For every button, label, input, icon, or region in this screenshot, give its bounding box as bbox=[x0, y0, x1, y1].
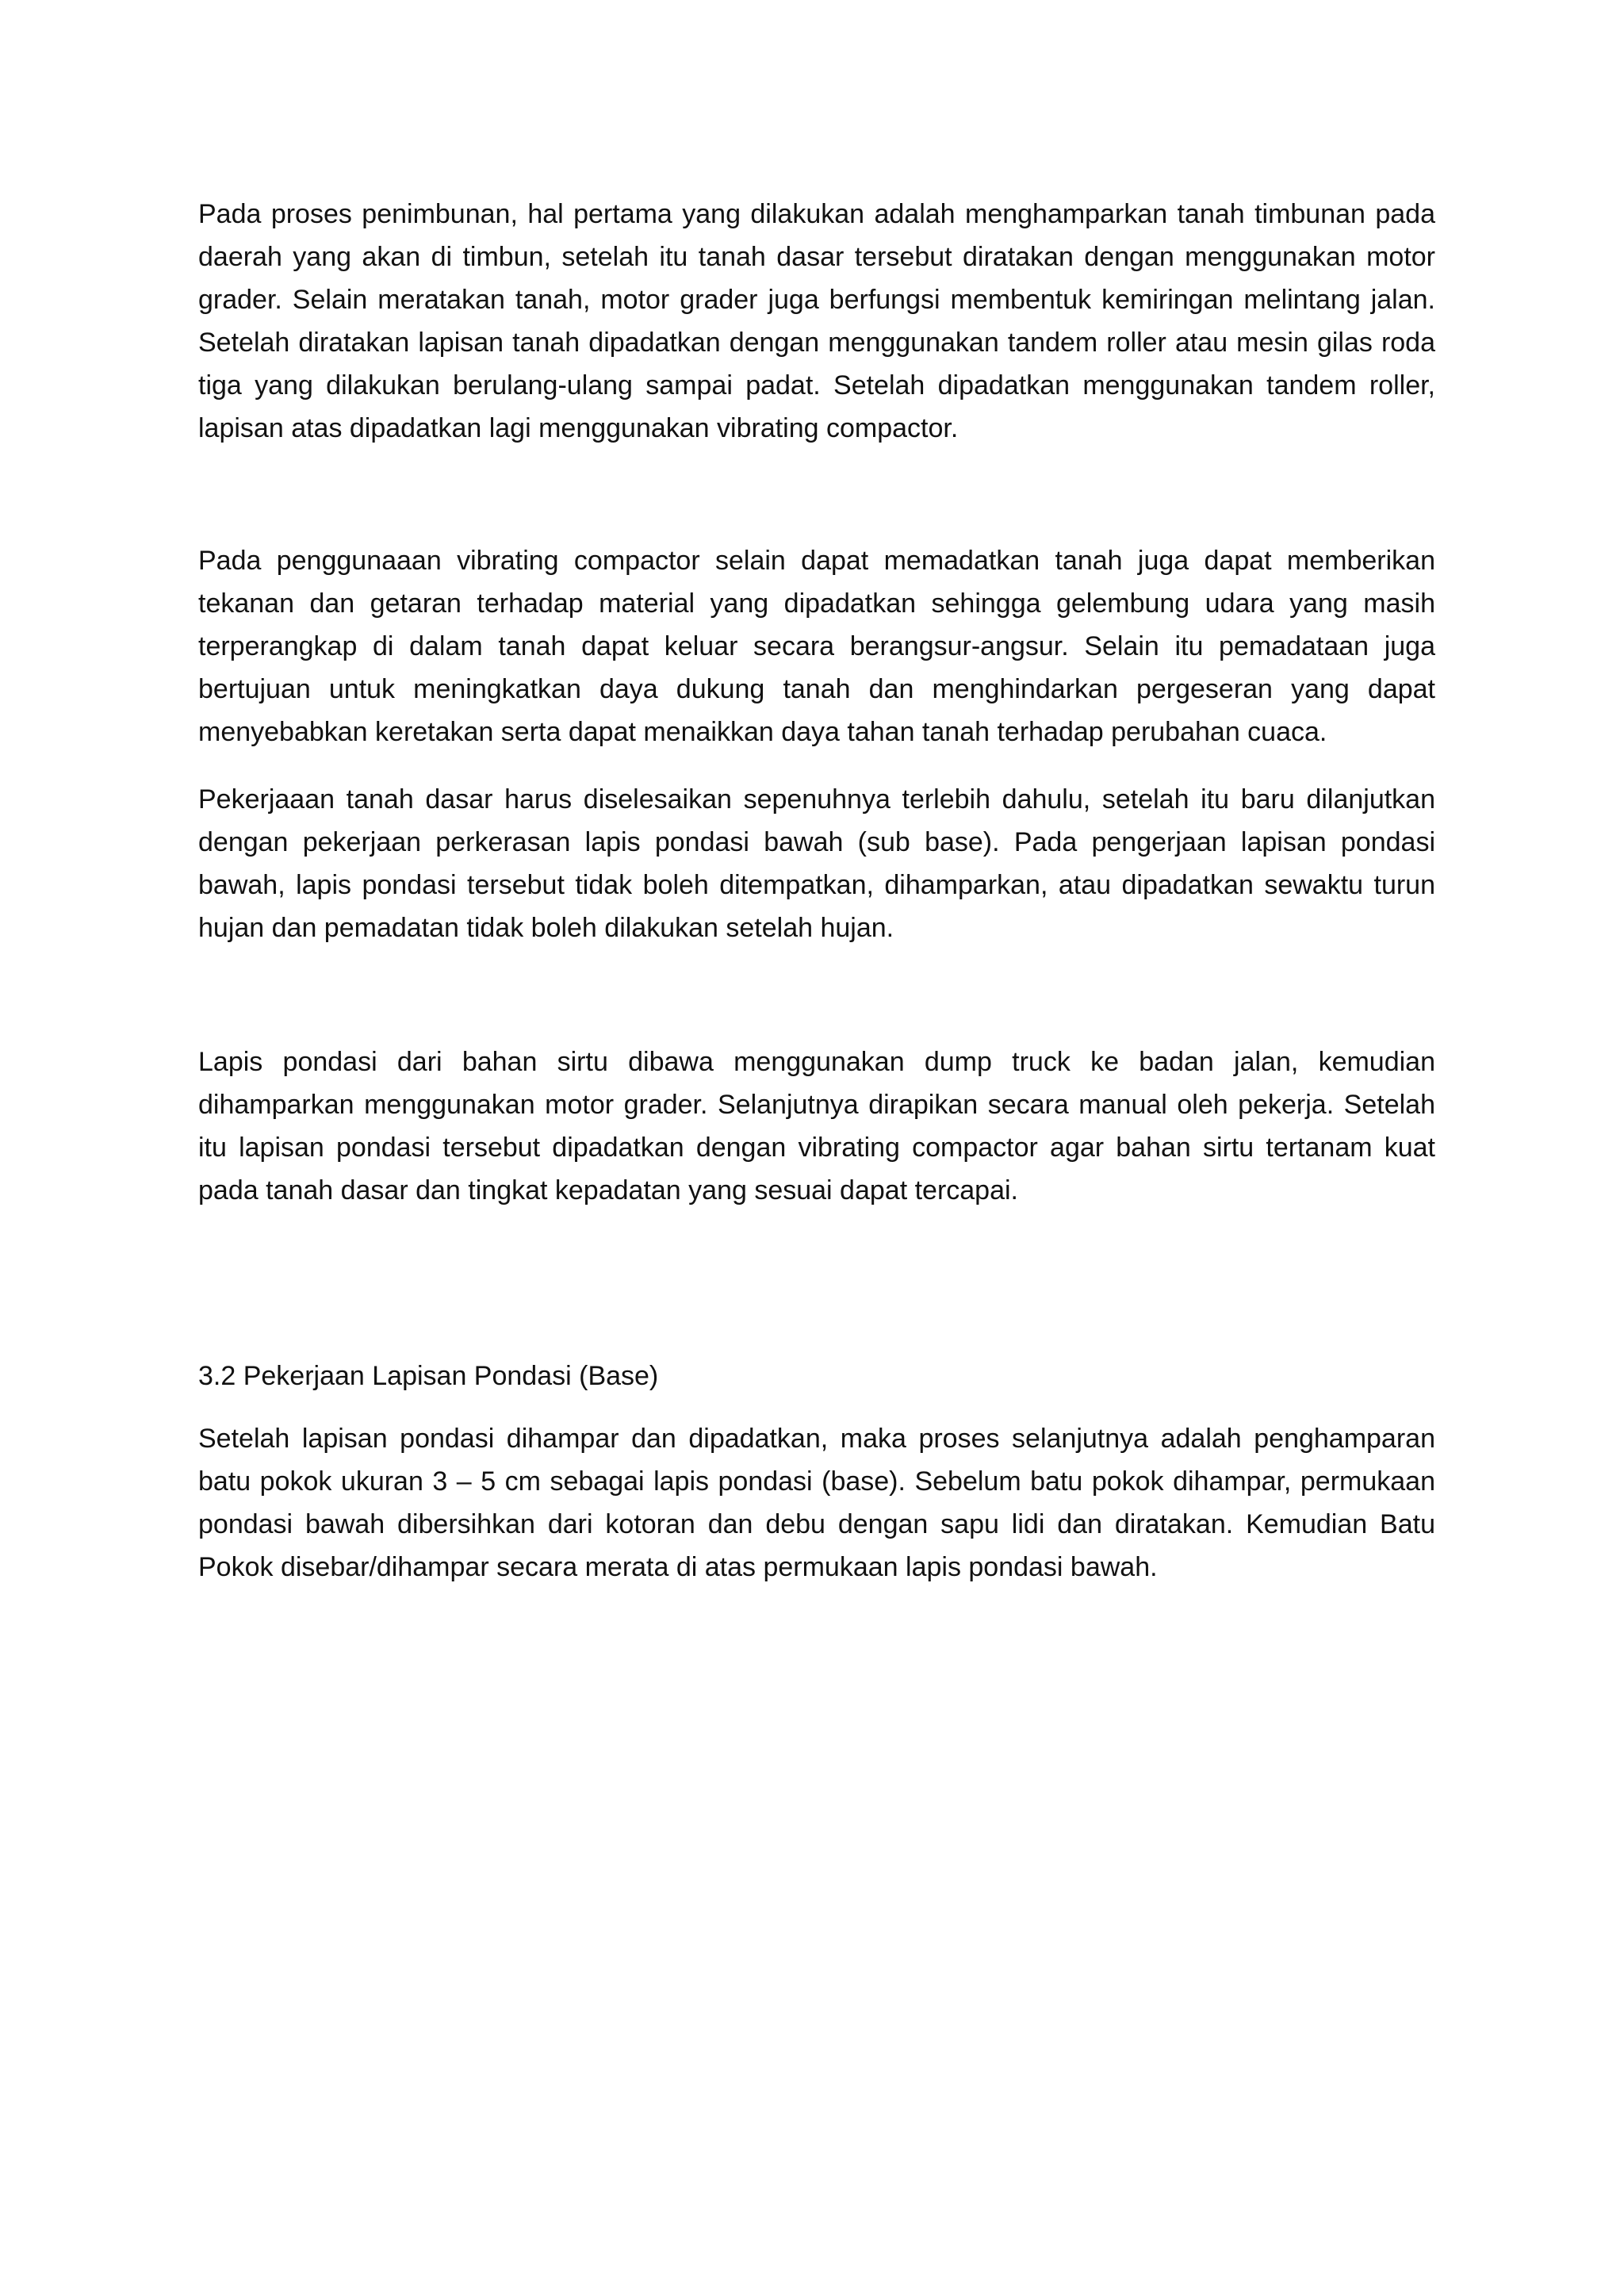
document-body bbox=[198, 193, 1435, 1589]
paragraph-lapisan-pondasi-base: Setelah lapisan pondasi dihampar dan dipadatkan, maka proses selanjutnya adalah penghamparan batu pokok ukuran 3 – 5 cm sebagai lapis pondasi (base). Sebelum batu pokok dihampar, permukaan pondasi bawah dibersihkan dari kotoran dan debu dengan sapu lidi dan diratakan. Kemudian Batu Pokok disebar/dihampar secara merata di atas permukaan lapis pondasi bawah. bbox=[198, 1424, 1435, 1582]
paragraph-penimbunan: Pada proses penimbunan, hal pertama yang dilakukan adalah menghamparkan tanah timbunan pada daerah yang akan di timbun, setelah itu tanah dasar tersebut diratakan dengan menggunakan motor grader. Selain meratakan tanah, motor grader juga berfungsi membentuk kemiringan melintang jalan. Setelah diratakan lapisan tanah dipadatkan dengan menggunakan tandem roller atau mesin gilas roda tiga yang dilakukan berulang-ulang sampai padat. Setelah dipadatkan menggunakan tandem roller, lapisan atas dipadatkan lagi menggunakan vibrating compactor. bbox=[198, 199, 1435, 443]
paragraph-vibrating-compactor: Pada penggunaaan vibrating compactor selain dapat memadatkan tanah juga dapat memberikan tekanan dan getaran terhadap material yang dipadatkan sehingga gelembung udara yang masih terperangkap di dalam tanah dapat keluar secara berangsur-angsur. Selain itu pemadataan juga bertujuan untuk meningkatkan daya dukung tanah dan menghindarkan pergeseran yang dapat menyebabkan keretakan serta dapat menaikkan daya tahan tanah terhadap perubahan cuaca. bbox=[198, 546, 1435, 747]
paragraph-lapis-pondasi-sirtu: Lapis pondasi dari bahan sirtu dibawa menggunakan dump truck ke badan jalan, kemudian dihamparkan menggunakan motor grader. Selanjutnya dirapikan secara manual oleh pekerja. Setelah itu lapisan pondasi tersebut dipadatkan dengan vibrating compactor agar bahan sirtu tertanam kuat pada tanah dasar dan tingkat kepadatan yang sesuai dapat tercapai. bbox=[198, 1047, 1435, 1205]
paragraph-tanah-dasar: Pekerjaaan tanah dasar harus diselesaikan sepenuhnya terlebih dahulu, setelah itu baru dilanjutkan dengan pekerjaan perkerasan lapis pondasi bawah (sub base). Pada pengerjaan lapisan pondasi bawah, lapis pondasi tersebut tidak boleh ditempatkan, dihamparkan, atau dipadatkan sewaktu turun hujan dan pemadatan tidak boleh dilakukan setelah hujan. bbox=[198, 784, 1435, 943]
section-heading: 3.2 Pekerjaan Lapisan Pondasi (Base) bbox=[198, 1361, 659, 1391]
